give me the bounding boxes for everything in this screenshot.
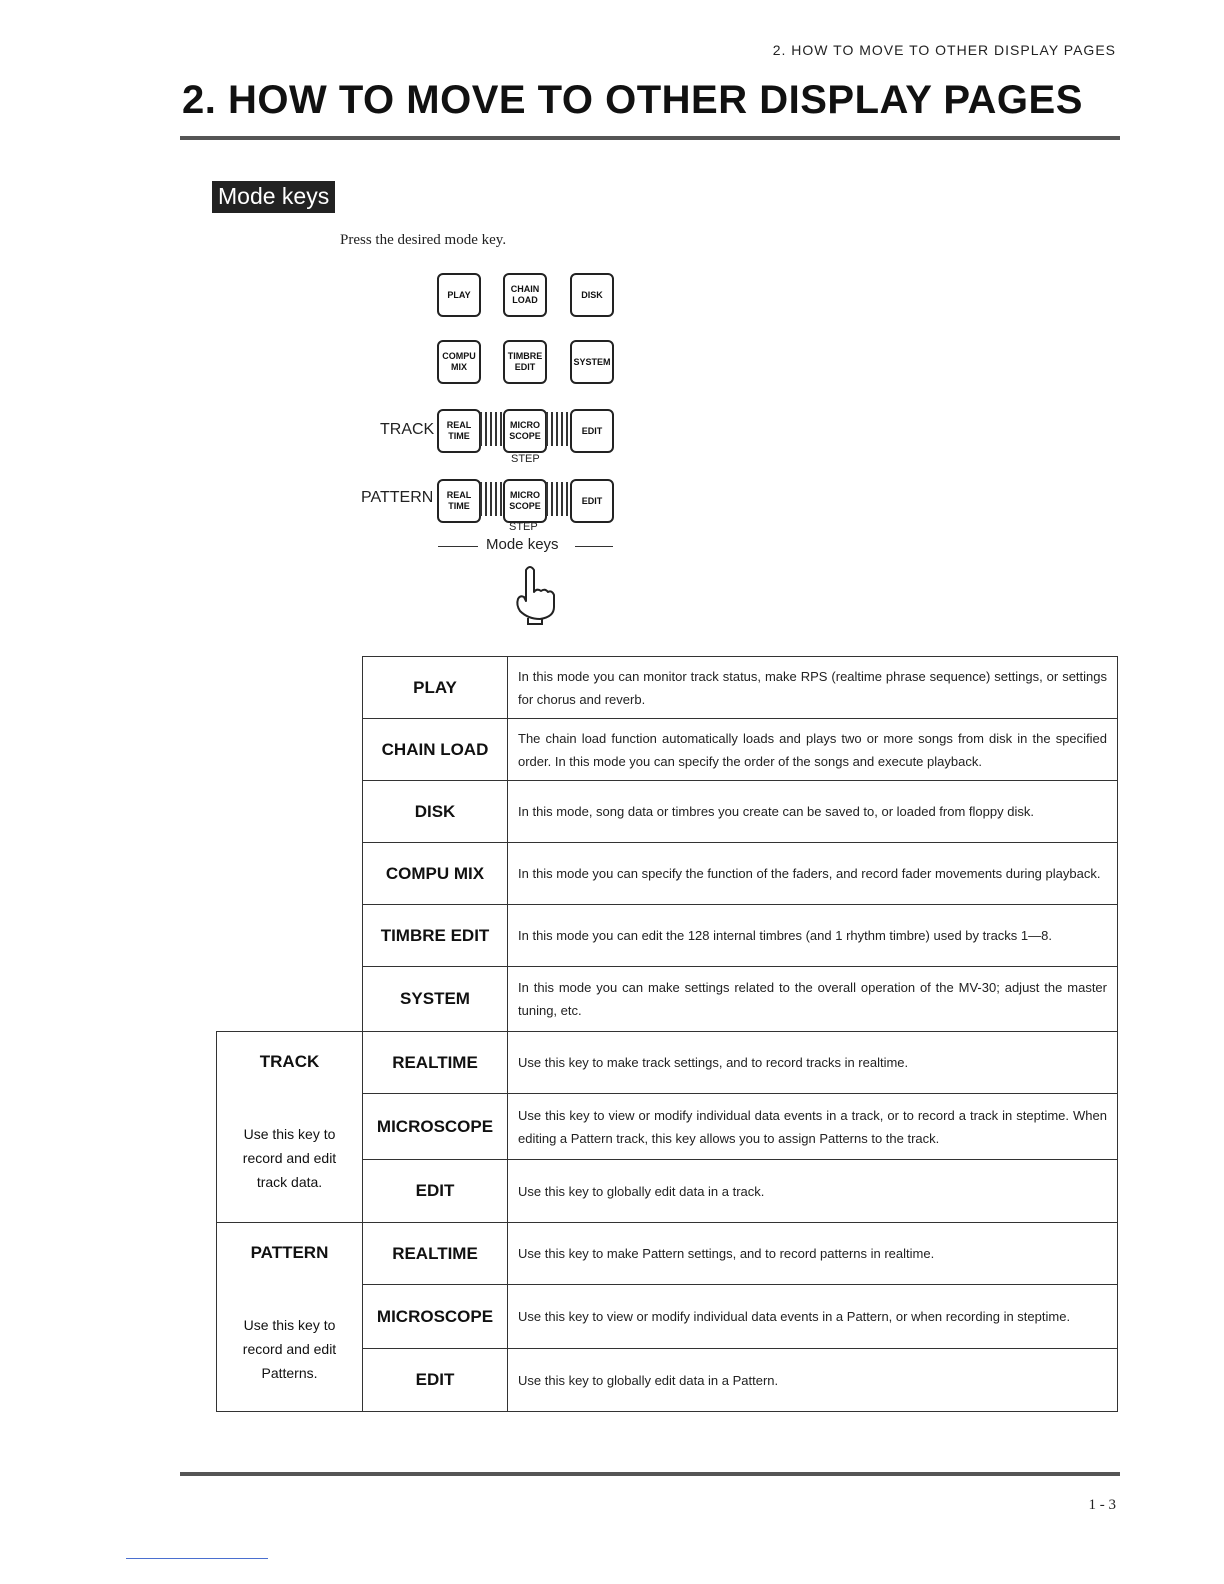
table-row-mode: REALTIME (362, 1222, 508, 1285)
play-key[interactable]: PLAY (437, 273, 481, 317)
table-row-desc: Use this key to globally edit data in a track. (507, 1159, 1118, 1223)
pointing-hand-icon (510, 562, 560, 626)
pattern-microscope-key[interactable]: MICRO SCOPE (503, 479, 547, 523)
page-title: 2. HOW TO MOVE TO OTHER DISPLAY PAGES (182, 78, 1083, 122)
table-row-mode: REALTIME (362, 1031, 508, 1094)
top-rule (180, 136, 1120, 140)
track-led-indicator-right (546, 412, 568, 446)
page-number: 1 - 3 (1088, 1497, 1116, 1513)
track-led-indicator-left (480, 412, 502, 446)
pattern-group-title: PATTERN (250, 1243, 329, 1262)
caption-line-left (438, 546, 478, 547)
table-row-desc: The chain load function automatically loads and plays two or more songs from disk in the specified order. In this mode you can specify the order of the songs and execute playback. (507, 718, 1118, 781)
footer-link-underline (126, 1558, 268, 1559)
table-row-mode: CHAIN LOAD (362, 718, 508, 781)
running-head: 2. HOW TO MOVE TO OTHER DISPLAY PAGES (772, 42, 1116, 58)
pattern-row-label: PATTERN (361, 489, 434, 506)
pattern-realtime-key[interactable]: REAL TIME (437, 479, 481, 523)
pattern-led-indicator-left (480, 482, 502, 516)
track-group-cell (216, 1031, 363, 1223)
table-row-mode: DISK (362, 780, 508, 843)
pattern-edit-key[interactable]: EDIT (570, 479, 614, 523)
track-edit-key[interactable]: EDIT (570, 409, 614, 453)
system-key[interactable]: SYSTEM (570, 340, 614, 384)
section-label: Mode keys (212, 181, 335, 213)
table-row-desc: Use this key to make track settings, and to record tracks in realtime. (507, 1031, 1118, 1094)
table-row-desc: In this mode you can make settings related to the overall operation of the MV-30; adjust the master tuning, etc. (507, 966, 1118, 1032)
mode-keys-table (216, 656, 1118, 1412)
table-row-mode: COMPU MIX (362, 842, 508, 905)
table-row-desc: Use this key to view or modify individual data events in a Pattern, or when recording in steptime. (507, 1284, 1118, 1349)
track-microscope-key[interactable]: MICRO SCOPE (503, 409, 547, 453)
table-row-mode: PLAY (362, 656, 508, 719)
table-row-mode: TIMBRE EDIT (362, 904, 508, 967)
pattern-group-note: Use this key to record and edit Patterns. (242, 1317, 337, 1381)
pattern-led-indicator-right (546, 482, 568, 516)
track-group-title: TRACK (259, 1052, 320, 1071)
timbre-edit-key[interactable]: TIMBRE EDIT (503, 340, 547, 384)
disk-key[interactable]: DISK (570, 273, 614, 317)
pattern-step-label: STEP (509, 521, 538, 533)
table-row-mode: EDIT (362, 1348, 508, 1412)
diagram-caption: Mode keys (486, 536, 559, 553)
track-group-note: Use this key to record and edit track data. (242, 1126, 337, 1190)
track-step-label: STEP (511, 453, 540, 465)
chain-load-key[interactable]: CHAIN LOAD (503, 273, 547, 317)
table-row-desc: In this mode you can edit the 128 internal timbres (and 1 rhythm timbre) used by tracks 1—8. (507, 904, 1118, 967)
table-row-desc: In this mode you can monitor track status, make RPS (realtime phrase sequence) settings, or settings for chorus and reverb. (507, 656, 1118, 719)
table-row-mode: MICROSCOPE (362, 1093, 508, 1160)
table-row-desc: In this mode, song data or timbres you create can be saved to, or loaded from floppy disk. (507, 780, 1118, 843)
compu-mix-key[interactable]: COMPU MIX (437, 340, 481, 384)
pattern-group-cell (216, 1222, 363, 1412)
bottom-rule (180, 1472, 1120, 1476)
table-row-mode: EDIT (362, 1159, 508, 1223)
table-row-desc: Use this key to globally edit data in a Pattern. (507, 1348, 1118, 1412)
table-row-mode: SYSTEM (362, 966, 508, 1032)
track-realtime-key[interactable]: REAL TIME (437, 409, 481, 453)
table-row-desc: Use this key to make Pattern settings, and to record patterns in realtime. (507, 1222, 1118, 1285)
table-row-desc: In this mode you can specify the function of the faders, and record fader movements during playback. (507, 842, 1118, 905)
caption-line-right (575, 546, 613, 547)
table-row-desc: Use this key to view or modify individual data events in a track, or to record a track in steptime. When editing a Pattern track, this key allows you to assign Patterns to the track. (507, 1093, 1118, 1160)
table-row-mode: MICROSCOPE (362, 1284, 508, 1349)
instruction-text: Press the desired mode key. (340, 232, 507, 248)
track-row-label: TRACK (380, 421, 435, 438)
